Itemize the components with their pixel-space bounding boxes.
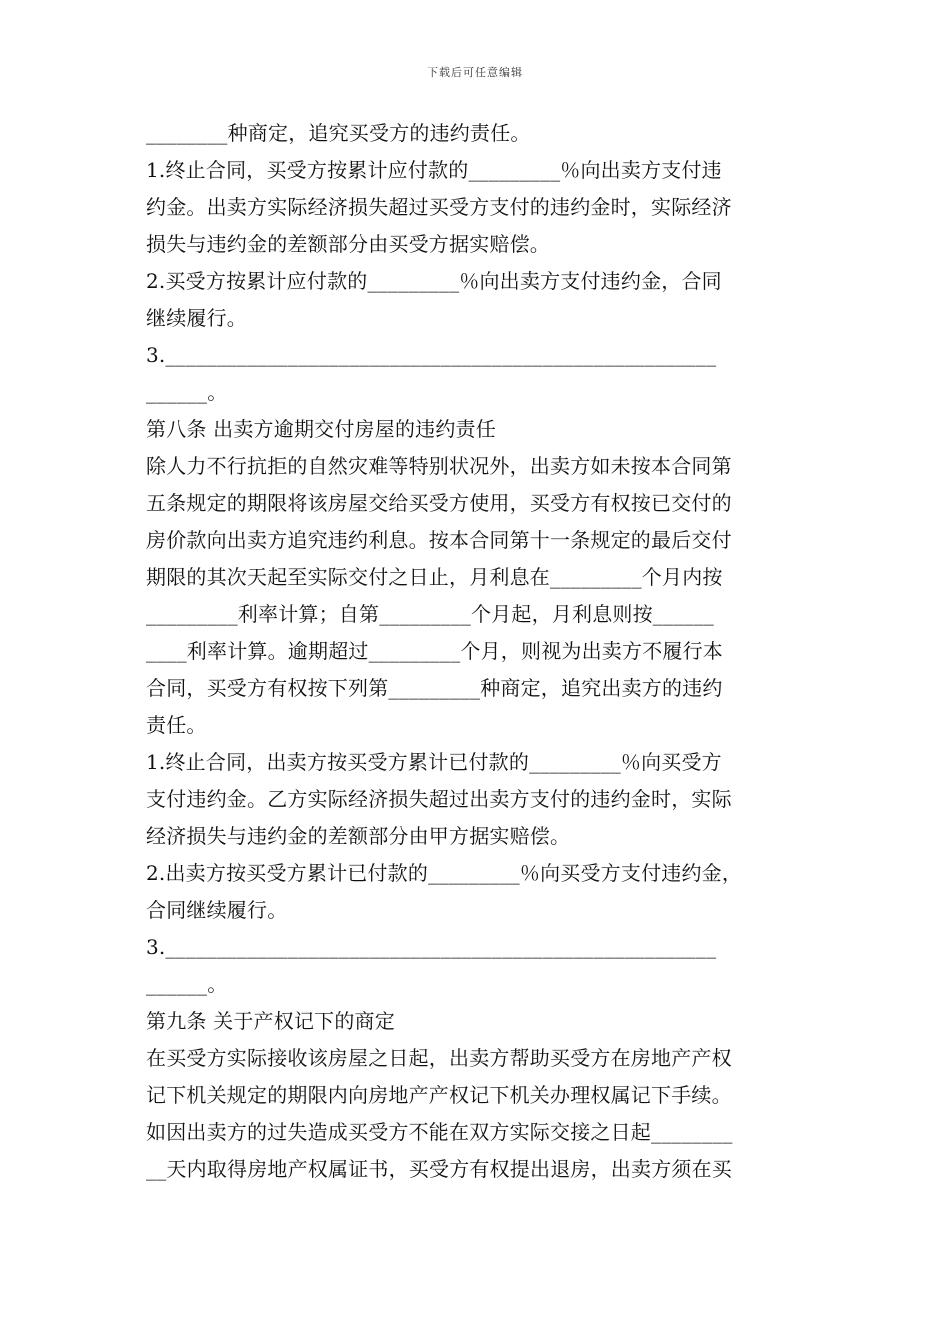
text-line: 经济损失与违约金的差额部分由甲方据实赔偿。 xyxy=(146,824,571,848)
text-line: 记下机关规定的期限内向房地产产权记下机关办理权属记下手续。 xyxy=(146,1083,732,1107)
text-line: ________种商定，追究买受方的违约责任。 xyxy=(146,121,531,145)
text-line: 期限的其次天起至实际交付之日止，月利息在_________个月内按 xyxy=(146,565,723,589)
text-line: 约金。出卖方实际经济损失超过买受方支付的违约金时，实际经济 xyxy=(146,195,732,219)
text-line: __天内取得房地产权属证书，买受方有权提出退房，出卖方须在买 xyxy=(146,1157,732,1181)
text-line: _________利率计算；自第_________个月起，月利息则按______ xyxy=(146,602,714,626)
text-line: 合同继续履行。 xyxy=(146,898,288,922)
text-line: 3.______________________________________________________ xyxy=(146,343,717,367)
text-line: 1.终止合同，买受方按累计应付款的_________％向出卖方支付违 xyxy=(146,158,722,182)
text-line: 继续履行。 xyxy=(146,306,247,330)
text-line: 责任。 xyxy=(146,713,207,737)
contract-body xyxy=(146,115,810,1188)
text-line: ____利率计算。逾期超过_________个月，则视为出卖方不履行本 xyxy=(146,639,723,663)
text-line: 2.买受方按累计应付款的_________％向出卖方支付违约金，合同 xyxy=(146,269,722,293)
article-heading: 第八条 出卖方逾期交付房屋的违约责任 xyxy=(146,417,496,441)
text-line: 如因出卖方的过失造成买受方不能在双方实际交接之日起________ xyxy=(146,1120,733,1144)
text-line: 3.______________________________________________________ xyxy=(146,935,717,959)
text-line: ______。 xyxy=(146,380,228,404)
text-line: 1.终止合同，出卖方按买受方累计已付款的_________％向买受方 xyxy=(146,750,722,774)
text-line: 五条规定的期限将该房屋交给买受方使用，买受方有权按已交付的 xyxy=(146,491,732,515)
text-line: 合同，买受方有权按下列第_________种商定，追究出卖方的违约 xyxy=(146,676,723,700)
text-line: 在买受方实际接收该房屋之日起，出卖方帮助买受方在房地产产权 xyxy=(146,1046,732,1070)
header-note: 下载后可任意编辑 xyxy=(427,66,523,79)
text-line: 损失与违约金的差额部分由买受方据实赔偿。 xyxy=(146,232,550,256)
text-line: ______。 xyxy=(146,972,228,996)
text-line: 除人力不行抗拒的自然灾难等特别状况外，出卖方如未按本合同第 xyxy=(146,454,732,478)
text-line: 房价款向出卖方追究违约利息。按本合同第十一条规定的最后交付 xyxy=(146,528,732,552)
text-line: 2.出卖方按买受方累计已付款的_________％向买受方支付违约金， xyxy=(146,861,743,885)
text-line: 支付违约金。乙方实际经济损失超过出卖方支付的违约金时，实际 xyxy=(146,787,732,811)
article-heading: 第九条 关于产权记下的商定 xyxy=(146,1009,395,1033)
